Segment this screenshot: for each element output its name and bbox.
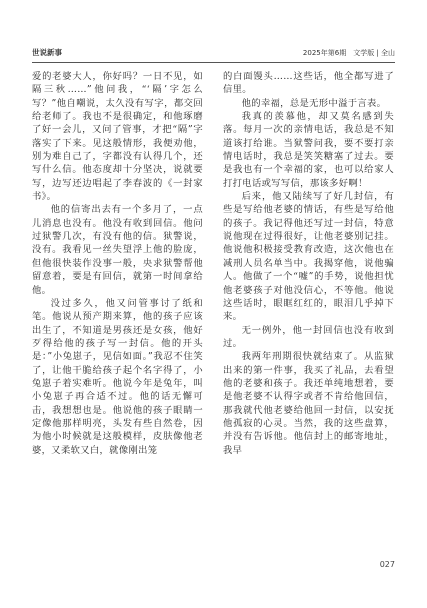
paragraph: 我真的羡慕他，却又莫名感到失落。每月一次的亲情电话，我总是不知道该打给谁。当狱警问我，要不要打亲情电话时，我总是笑笑糖塞了过去。要是我也有一个幸福的家，也可以给家人打打电话或写写信，那该多好啊！ <box>223 111 394 189</box>
column-name: 世说新事 <box>32 48 62 57</box>
paragraph: 我两年刑期很快就结束了。从监狱出来的第一件事，我买了礼品，去看望他的老婆和孩子。我还单纯地想着，要是他老婆不认得字或者不肯给他回信，那我就代他老婆给他回一封信，以安抚他孤寂的心灵。当然，我的这些盘算，并没有告诉他。他信封上的邮寄地址，我早 <box>223 351 394 456</box>
paragraph: 没过多久，他又问管事讨了纸和笔。他说从预产期来算，他的孩子应该出生了，不知道是男孩还是女孩，他好歹得给他的孩子写一封信。他的开头是：”小兔崽子，见信如面。”我忍不住笑了，让他干脆给孩子起个名字得了，小兔崽子着实难听。他说今年是兔年，叫小兔崽子再合适不过。他的话无懈可击，我想想也是。他说他的孩子眼睛一定像他那样明亮，头发有些自然卷，因为他小时候就是这般模样，皮肤像他老婆，又柔软又白，就像刚出笼 <box>32 297 203 456</box>
left-text-column <box>32 70 203 457</box>
paragraph: 后来，他又陆续写了好几封信，有些是写给他老婆的情话，有些是写给他的孩子。我记得他还写过一封信，特意说他现在过得很好，让他老婆别记挂。他说他积极接受教育改造，这次他也在减刑人员名单当中。我揭穿他，说他骗人。他做了一个“嘘”的手势，说他担忧他老婆孩子对他没信心，不等他。他说这些话时，眼眶红红的，眼泪几乎掉下来。 <box>223 191 394 323</box>
paragraph: 的白面馒头……这些话，他全都写进了信里。 <box>223 71 394 96</box>
paragraph: 无一例外，他一封回信也没有收到过。 <box>223 324 394 349</box>
paragraph: 他的幸福，总是无形中溢于言表。 <box>241 97 387 109</box>
paragraph: 爱的老婆大人，你好吗？一日不见，如隔三秋……”他问我，“‘隔’字怎么写？”他自嘲说，太久没有写字，都交回给老师了。我也不是很确定，和他琢磨了好一会儿，又问了管事，才把“隔”字落实了下来。见这般情形，我便劝他，别为难自己了，字都没有认得几个，还写什么信。他态度却十分坚决，说就要写，边写还边唱起了李春波的《一封家书》。 <box>32 71 203 203</box>
page-number: 027 <box>379 560 395 569</box>
paragraph: 他的信寄出去有一个多月了，一点儿消息也没有。他没有收到回信。他问过狱警几次，有没有他的信。狱警说，没有。我看见一丝失望浮上他的脸庞，但他很快装作没事一般，央求狱警帮他留意着，要是有回信，就第一时间拿给他。 <box>32 204 203 296</box>
running-header <box>32 46 395 60</box>
right-text-column <box>223 70 394 457</box>
header-divider <box>32 62 395 63</box>
issue-info: 2025年第6期 文学版 | 全山 <box>302 49 395 57</box>
